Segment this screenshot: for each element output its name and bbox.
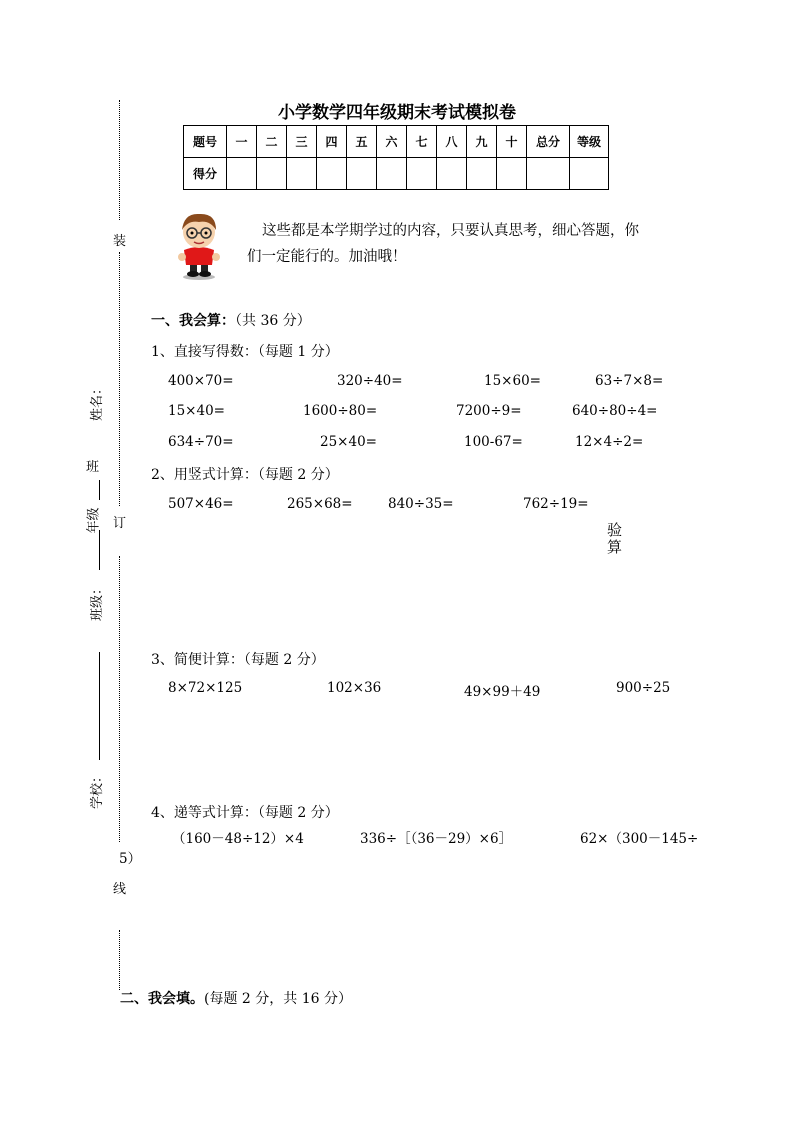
section1-score: （共 36 分）	[235, 313, 311, 329]
q1-item: 634÷70=	[168, 434, 234, 450]
q3-item: 49×99＋49	[464, 684, 541, 700]
q2-item: 762÷19=	[523, 496, 589, 512]
q1-item: 7200÷9=	[456, 403, 522, 419]
check-label-2: 算	[607, 538, 623, 556]
score-table-cell: 总分	[527, 126, 570, 158]
q3-title: 3、简便计算：（每题 2 分）	[151, 652, 325, 668]
score-table-cell: 题号	[184, 126, 227, 158]
grade-blank[interactable]	[99, 530, 100, 570]
q1-item: 15×60=	[484, 373, 541, 389]
score-input-cell[interactable]	[467, 158, 497, 190]
q4-title: 4、递等式计算：（每题 2 分）	[151, 805, 339, 821]
score-input-cell[interactable]	[437, 158, 467, 190]
score-table-cell: 得分	[184, 158, 227, 190]
score-table-cell: 七	[407, 126, 437, 158]
score-table-cell: 二	[257, 126, 287, 158]
q4-item: 62×（300－145÷	[580, 831, 699, 847]
score-table-cell: 十	[497, 126, 527, 158]
score-input-cell[interactable]	[317, 158, 347, 190]
check-label-1: 验	[607, 521, 623, 539]
score-input-cell[interactable]	[377, 158, 407, 190]
q1-item: 400×70=	[168, 373, 234, 389]
score-table-cell: 六	[377, 126, 407, 158]
q1-item: 320÷40=	[337, 373, 403, 389]
name-label: 姓名：	[90, 381, 106, 422]
q4-item-wrap: 5）	[119, 851, 142, 867]
q1-item: 25×40=	[320, 434, 377, 450]
score-table-cell: 九	[467, 126, 497, 158]
q1-title: 1、直接写得数：（每题 1 分）	[151, 344, 339, 360]
q2-title: 2、用竖式计算：（每题 2 分）	[151, 467, 339, 483]
ban-label: 班	[86, 460, 100, 475]
school-blank[interactable]	[99, 652, 100, 760]
binding-dotted-line	[119, 556, 120, 842]
q3-item: 900÷25	[616, 680, 671, 696]
score-table-cell: 四	[317, 126, 347, 158]
q2-item: 265×68=	[287, 496, 353, 512]
score-table	[183, 125, 609, 190]
q4-item: 336÷［（36－29）×6］	[360, 831, 513, 847]
section1-title: 一、我会算：	[151, 313, 235, 329]
intro-line-2: 们一定能行的。加油哦！	[247, 249, 407, 265]
q1-item: 640÷80÷4=	[572, 403, 658, 419]
section2-heading	[120, 988, 352, 1008]
score-table-cell: 三	[287, 126, 317, 158]
q1-item: 1600÷80=	[303, 403, 378, 419]
q1-item: 15×40=	[168, 403, 225, 419]
binding-dotted-line	[119, 930, 120, 990]
intro-line-1: 这些都是本学期学过的内容，只要认真思考，细心答题，你	[262, 223, 639, 239]
score-table-cell: 等级	[570, 126, 609, 158]
binding-char-ding: 订	[113, 516, 127, 531]
score-input-cell[interactable]	[347, 158, 377, 190]
score-input-cell[interactable]	[407, 158, 437, 190]
school-label: 学校：	[90, 769, 106, 810]
score-table-cell: 一	[227, 126, 257, 158]
q1-item: 12×4÷2=	[575, 434, 644, 450]
q3-item: 102×36	[327, 680, 382, 696]
score-table-score-row	[184, 158, 609, 190]
q2-item: 840÷35=	[388, 496, 454, 512]
score-input-cell[interactable]	[227, 158, 257, 190]
cartoon-boy-illustration	[176, 210, 222, 280]
binding-char-zhuang: 装	[113, 234, 127, 249]
section1-heading	[151, 310, 311, 330]
class-label: 班级：	[90, 581, 106, 622]
binding-dotted-line	[119, 100, 120, 220]
score-input-cell[interactable]	[497, 158, 527, 190]
score-input-cell[interactable]	[257, 158, 287, 190]
q1-item: 63÷7×8=	[595, 373, 664, 389]
page-title: 小学数学四年级期末考试模拟卷	[278, 103, 516, 123]
q1-item: 100-67=	[464, 434, 523, 450]
grade-blank[interactable]	[99, 480, 100, 500]
score-input-cell[interactable]	[527, 158, 570, 190]
binding-char-xian: 线	[113, 882, 127, 897]
section2-score: (每题 2 分，共 16 分）	[204, 991, 352, 1007]
q3-item: 8×72×125	[168, 680, 243, 696]
binding-dotted-line	[119, 252, 120, 506]
score-table-cell: 五	[347, 126, 377, 158]
grade-label: 年级	[86, 507, 102, 534]
q2-item: 507×46=	[168, 496, 234, 512]
q4-item: （160－48÷12）×4	[172, 831, 304, 847]
score-table-cell: 八	[437, 126, 467, 158]
score-table-header-row	[184, 126, 609, 158]
section2-title: 二、我会填。	[120, 991, 204, 1007]
score-input-cell[interactable]	[287, 158, 317, 190]
score-input-cell[interactable]	[570, 158, 609, 190]
